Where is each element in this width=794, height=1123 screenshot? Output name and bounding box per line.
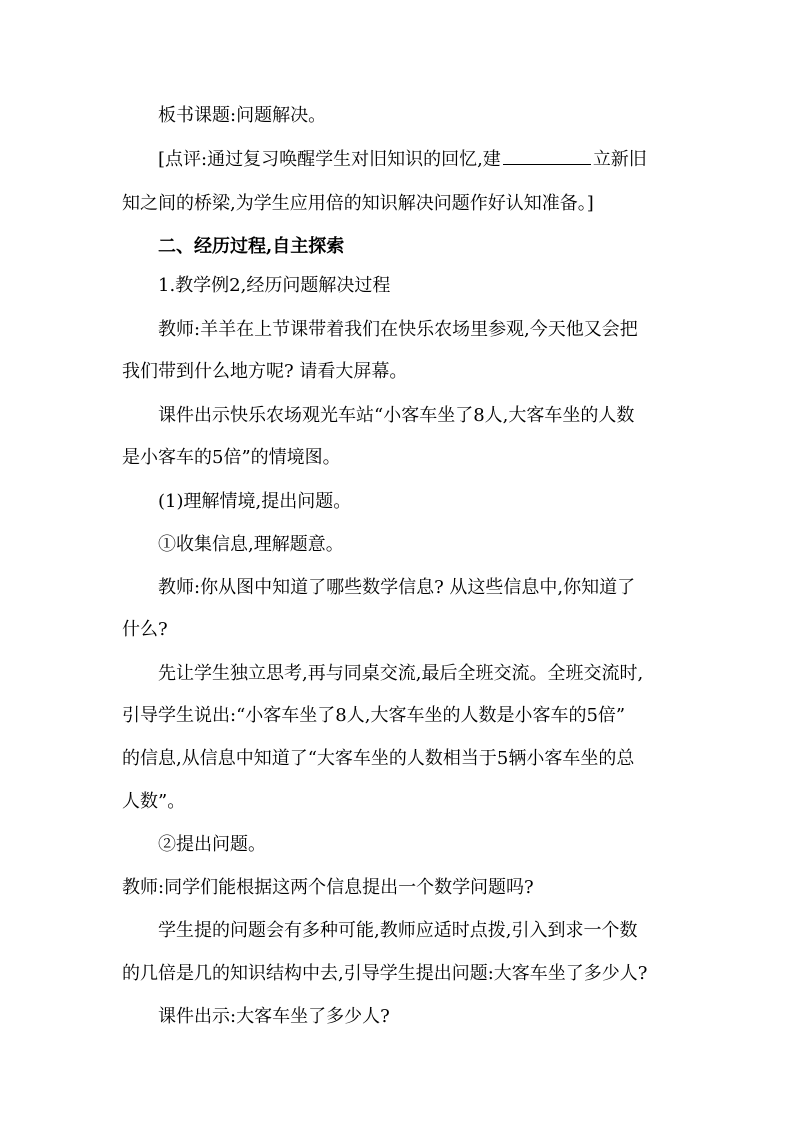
paragraph-substep-2: ②提出问题。 (158, 834, 266, 855)
paragraph-courseware-question: 课件出示:大客车坐了多少人? (158, 1006, 390, 1027)
section-heading: 二、经历过程,自主探索 (158, 236, 345, 257)
paragraph-guidance-line-1: 学生提的问题会有多种可能,教师应适时点拨,引入到求一个数 (158, 920, 638, 941)
paragraph-substep-1: ①收集信息,理解题意。 (158, 534, 344, 555)
paragraph-step-1: (1)理解情境,提出问题。 (158, 491, 352, 512)
paragraph-teacher-2-line-1: 教师:你从图中知道了哪些数学信息? 从这些信息中,你知道了 (158, 577, 636, 598)
paragraph-teacher-2-line-2: 什么? (122, 619, 168, 640)
paragraph-teacher-3: 教师:同学们能根据这两个信息提出一个数学问题吗? (122, 877, 534, 898)
paragraph-comment-line-2: 知之间的桥梁,为学生应用倍的知识解决问题作好认知准备。] (122, 193, 594, 214)
paragraph-courseware-line-2: 是小客车的5倍”的情境图。 (122, 447, 341, 468)
fill-in-blank (503, 144, 591, 165)
comment-text-start: [点评:通过复习唤醒学生对旧知识的回忆,建 (158, 149, 501, 170)
comment-text-end: 立新旧 (592, 149, 647, 170)
paragraph-courseware-line-1: 课件出示快乐农场观光车站“小客车坐了8人,大客车坐的人数 (158, 405, 635, 426)
paragraph-discussion-line-2: 引导学生说出:“小客车坐了8人,大客车坐的人数是小客车的5倍” (122, 705, 626, 726)
paragraph-comment-line-1 (158, 142, 718, 178)
paragraph-teacher-1-line-1: 教师:羊羊在上节课带着我们在快乐农场里参观,今天他又会把 (158, 319, 638, 340)
paragraph-teacher-1-line-2: 我们带到什么地方呢? 请看大屏幕。 (122, 361, 408, 382)
paragraph-discussion-line-4: 人数”。 (122, 791, 186, 812)
paragraph-discussion-line-1: 先让学生独立思考,再与同桌交流,最后全班交流。全班交流时, (158, 663, 644, 684)
paragraph-guidance-line-2: 的几倍是几的知识结构中去,引导学生提出问题:大客车坐了多少人? (122, 963, 648, 984)
paragraph-discussion-line-3: 的信息,从信息中知道了“大客车坐的人数相当于5辆小客车坐的总 (122, 748, 635, 769)
paragraph-lesson-title: 板书课题:问题解决。 (158, 105, 327, 126)
paragraph-example-title: 1.教学例2,经历问题解决过程 (158, 275, 391, 296)
